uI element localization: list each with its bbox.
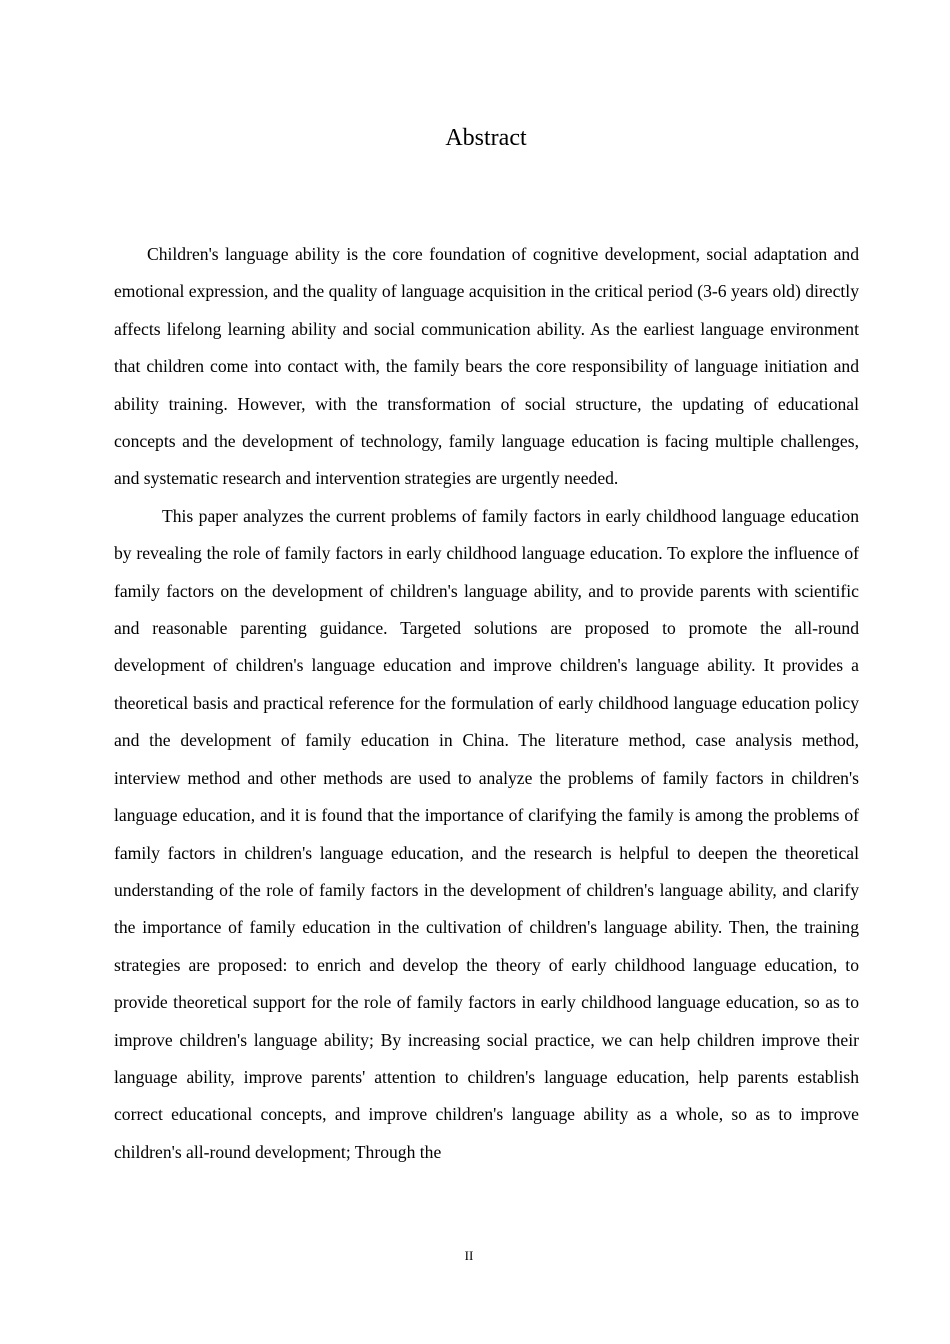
page-number: II <box>464 1248 474 1263</box>
abstract-body <box>114 236 859 1171</box>
page-title: Abstract <box>445 125 527 151</box>
abstract-paragraph-2: This paper analyzes the current problems of family factors in early childhood language education by revealing the role of family factors in early childhood language education. To explore the influence of family factors on the development of children's language ability, and to provide parents with scientific and reasonable parenting guidance. Targeted solutions are proposed to promote the all-round development of children's language education and improve children's language ability. It provides a theoretical basis and practical reference for the formulation of early childhood language education policy and the development of family education in China. The literature method, case analysis method, interview method and other methods are used to analyze the problems of family factors in children's language education, and it is found that the importance of clarifying the family is among the problems of family factors in children's language education, and the research is helpful to deepen the theoretical understanding of the role of family factors in the development of children's language ability, and clarify the importance of family education in the cultivation of children's language ability. Then, the training strategies are proposed: to enrich and develop the theory of early childhood language education, to provide theoretical support for the role of family factors in early childhood language education, so as to improve children's language ability; By increasing social practice, we can help children improve their language ability, improve parents' attention to children's language education, help parents establish correct educational concepts, and improve children's language ability as a whole, so as to improve children's all-round development; Through the <box>114 505 859 1162</box>
abstract-paragraph-1: Children's language ability is the core foundation of cognitive development, social adaptation and emotional expression, and the quality of language acquisition in the critical period (3-6 years old) directly affects lifelong learning ability and social communication ability. As the earliest language environment that children come into contact with, the family bears the core responsibility of language initiation and ability training. However, with the transformation of social structure, the updating of educational concepts and the development of technology, family language education is facing multiple challenges, and systematic research and intervention strategies are urgently needed. <box>114 244 859 489</box>
